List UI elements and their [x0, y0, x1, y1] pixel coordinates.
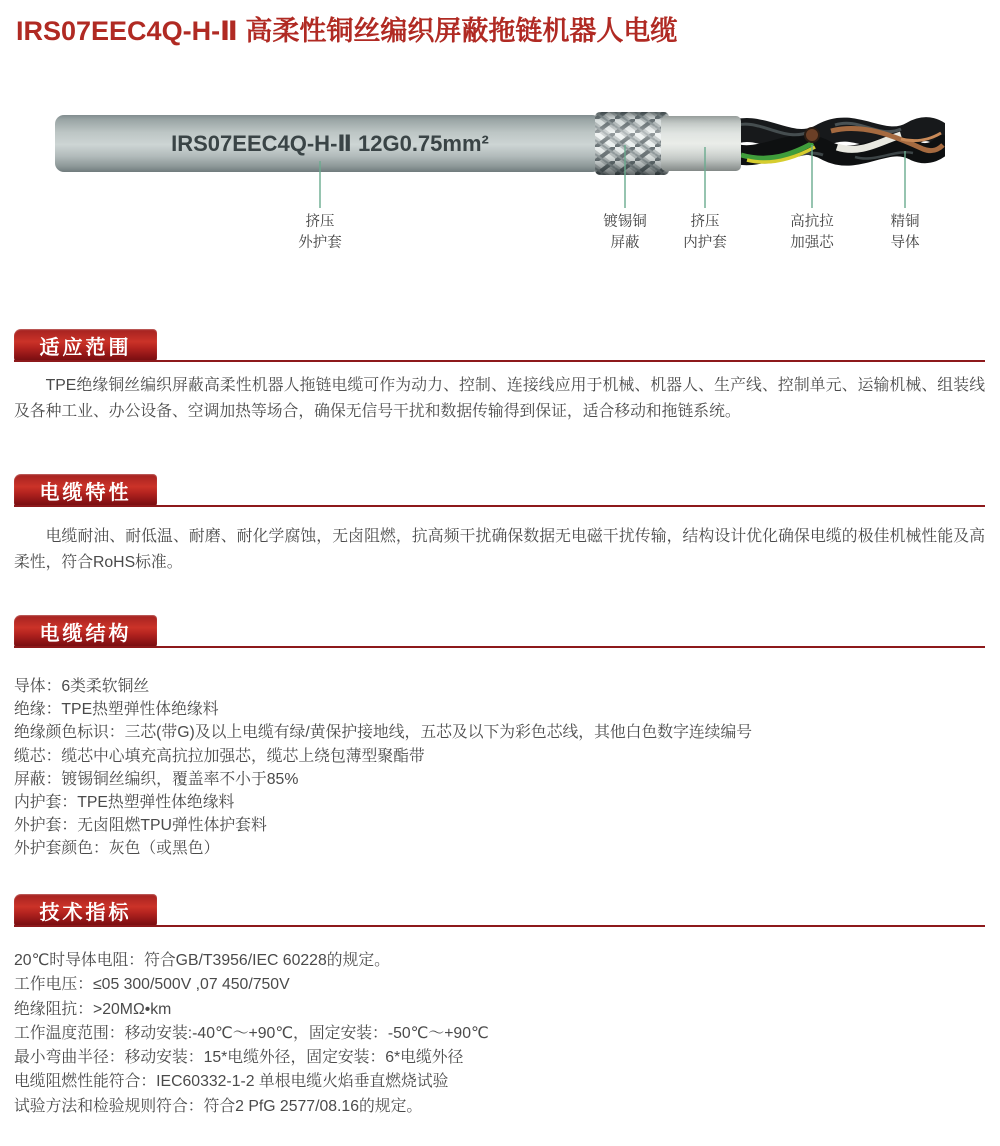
- callout-text: 挤压: [690, 214, 720, 230]
- spec-line: 工作电压：≤05 300/500V ,07 450/750V: [14, 976, 290, 994]
- section-heading-text: 电缆结构: [39, 623, 132, 645]
- callout-label-outer-sheath: [272, 212, 368, 254]
- callout-text: 内护套: [683, 235, 727, 251]
- structure-line: 外护套：无卤阻燃TPU弹性体护套料: [14, 817, 267, 835]
- braid-shield-graphic: [595, 112, 669, 175]
- callout-text: 镀锡铜: [603, 214, 647, 230]
- structure-line: 内护套：TPE热塑弹性体绝缘料: [14, 794, 235, 812]
- cable-illustration: [55, 105, 945, 211]
- scope-paragraph: TPE绝缘铜丝编织屏蔽高柔性机器人拖链电缆可作为动力、控制、连接线应用于机械、机器人、生产线、控制单元、运输机械、组装线及各种工业、办公设备、空调加热等场合，确保无信号干扰和数据传输得到保证，适合移动和拖链系统。: [14, 377, 985, 420]
- structure-line: 导体：6类柔软铜丝: [14, 678, 150, 695]
- section-heading-text: 电缆特性: [39, 482, 132, 504]
- section-rule: [14, 505, 985, 507]
- callout-label-reinforce-core: [764, 212, 860, 254]
- callout-text: 高抗拉: [790, 214, 834, 230]
- features-paragraph: 电缆耐油、耐低温、耐磨、耐化学腐蚀，无卤阻燃，抗高频干扰确保数据无电磁干扰传输，结构设计优化确保电缆的极佳机械性能及高柔性，符合RoHS标准。: [14, 528, 985, 571]
- page-title: IRS07EEC4Q-H-Ⅱ 高柔性铜丝编织屏蔽拖链机器人电缆: [16, 16, 678, 46]
- spec-line: 最小弯曲半径：移动安装：15*电缆外径，固定安装：6*电缆外径: [14, 1049, 464, 1067]
- specs-list: [14, 949, 985, 1119]
- callout-text: 屏蔽: [610, 235, 640, 251]
- section-rule: [14, 646, 985, 648]
- structure-list: [14, 675, 985, 861]
- cable-print-text: IRS07EEC4Q-H-Ⅱ 12G0.75mm²: [171, 131, 489, 156]
- callout-text: 外护套: [298, 235, 342, 251]
- reinforce-core-tip: [805, 128, 819, 142]
- cable-diagram: [55, 105, 945, 265]
- structure-line: 屏蔽：镀锡铜丝编织，覆盖率不小于85%: [14, 770, 299, 788]
- section-rule: [14, 925, 985, 927]
- structure-line: 绝缘颜色标识：三芯(带G)及以上电缆有绿/黄保护接地线，五芯及以下为彩色芯线，其他白色数字连续编号: [14, 724, 753, 742]
- core-bundle-graphic: [727, 123, 943, 162]
- structure-line: 外护套颜色：灰色（或黑色）: [14, 840, 220, 858]
- spec-line: 试验方法和检验规则符合：符合2 PfG 2577/08.16的规定。: [14, 1097, 423, 1115]
- callout-text: 挤压: [305, 214, 335, 230]
- outer-sheath-graphic: [55, 115, 601, 172]
- structure-line: 绝缘：TPE热塑弹性体绝缘料: [14, 701, 219, 719]
- section-rule: [14, 360, 985, 362]
- section-heading-specs: [14, 894, 157, 927]
- section-heading-text: 适应范围: [39, 337, 132, 359]
- spec-line: 绝缘阻抗：>20MΩ•km: [14, 1000, 172, 1018]
- section-heading-text: 技术指标: [39, 902, 132, 924]
- callout-text: 加强芯: [790, 235, 834, 251]
- spec-line: 20℃时导体电阻：符合GB/T3956/IEC 60228的规定。: [14, 952, 390, 969]
- callout-label-inner-sheath: [657, 212, 753, 254]
- spec-line: 工作温度范围：移动安装:-40℃～+90℃，固定安装：-50℃～+90℃: [14, 1024, 489, 1042]
- section-heading-scope: [14, 329, 157, 362]
- section-heading-structure: [14, 615, 157, 648]
- section-heading-features: [14, 474, 157, 507]
- callout-label-conductor: [857, 212, 953, 254]
- structure-line: 缆芯：缆芯中心填充高抗拉加强芯，缆芯上绕包薄型聚酯带: [14, 747, 425, 765]
- spec-line: 电缆阻燃性能符合：IEC60332-1-2 单根电缆火焰垂直燃烧试验: [14, 1073, 449, 1091]
- callout-text: 精铜: [890, 214, 920, 230]
- callout-text: 导体: [890, 235, 920, 251]
- inner-sheath-graphic: [661, 116, 741, 171]
